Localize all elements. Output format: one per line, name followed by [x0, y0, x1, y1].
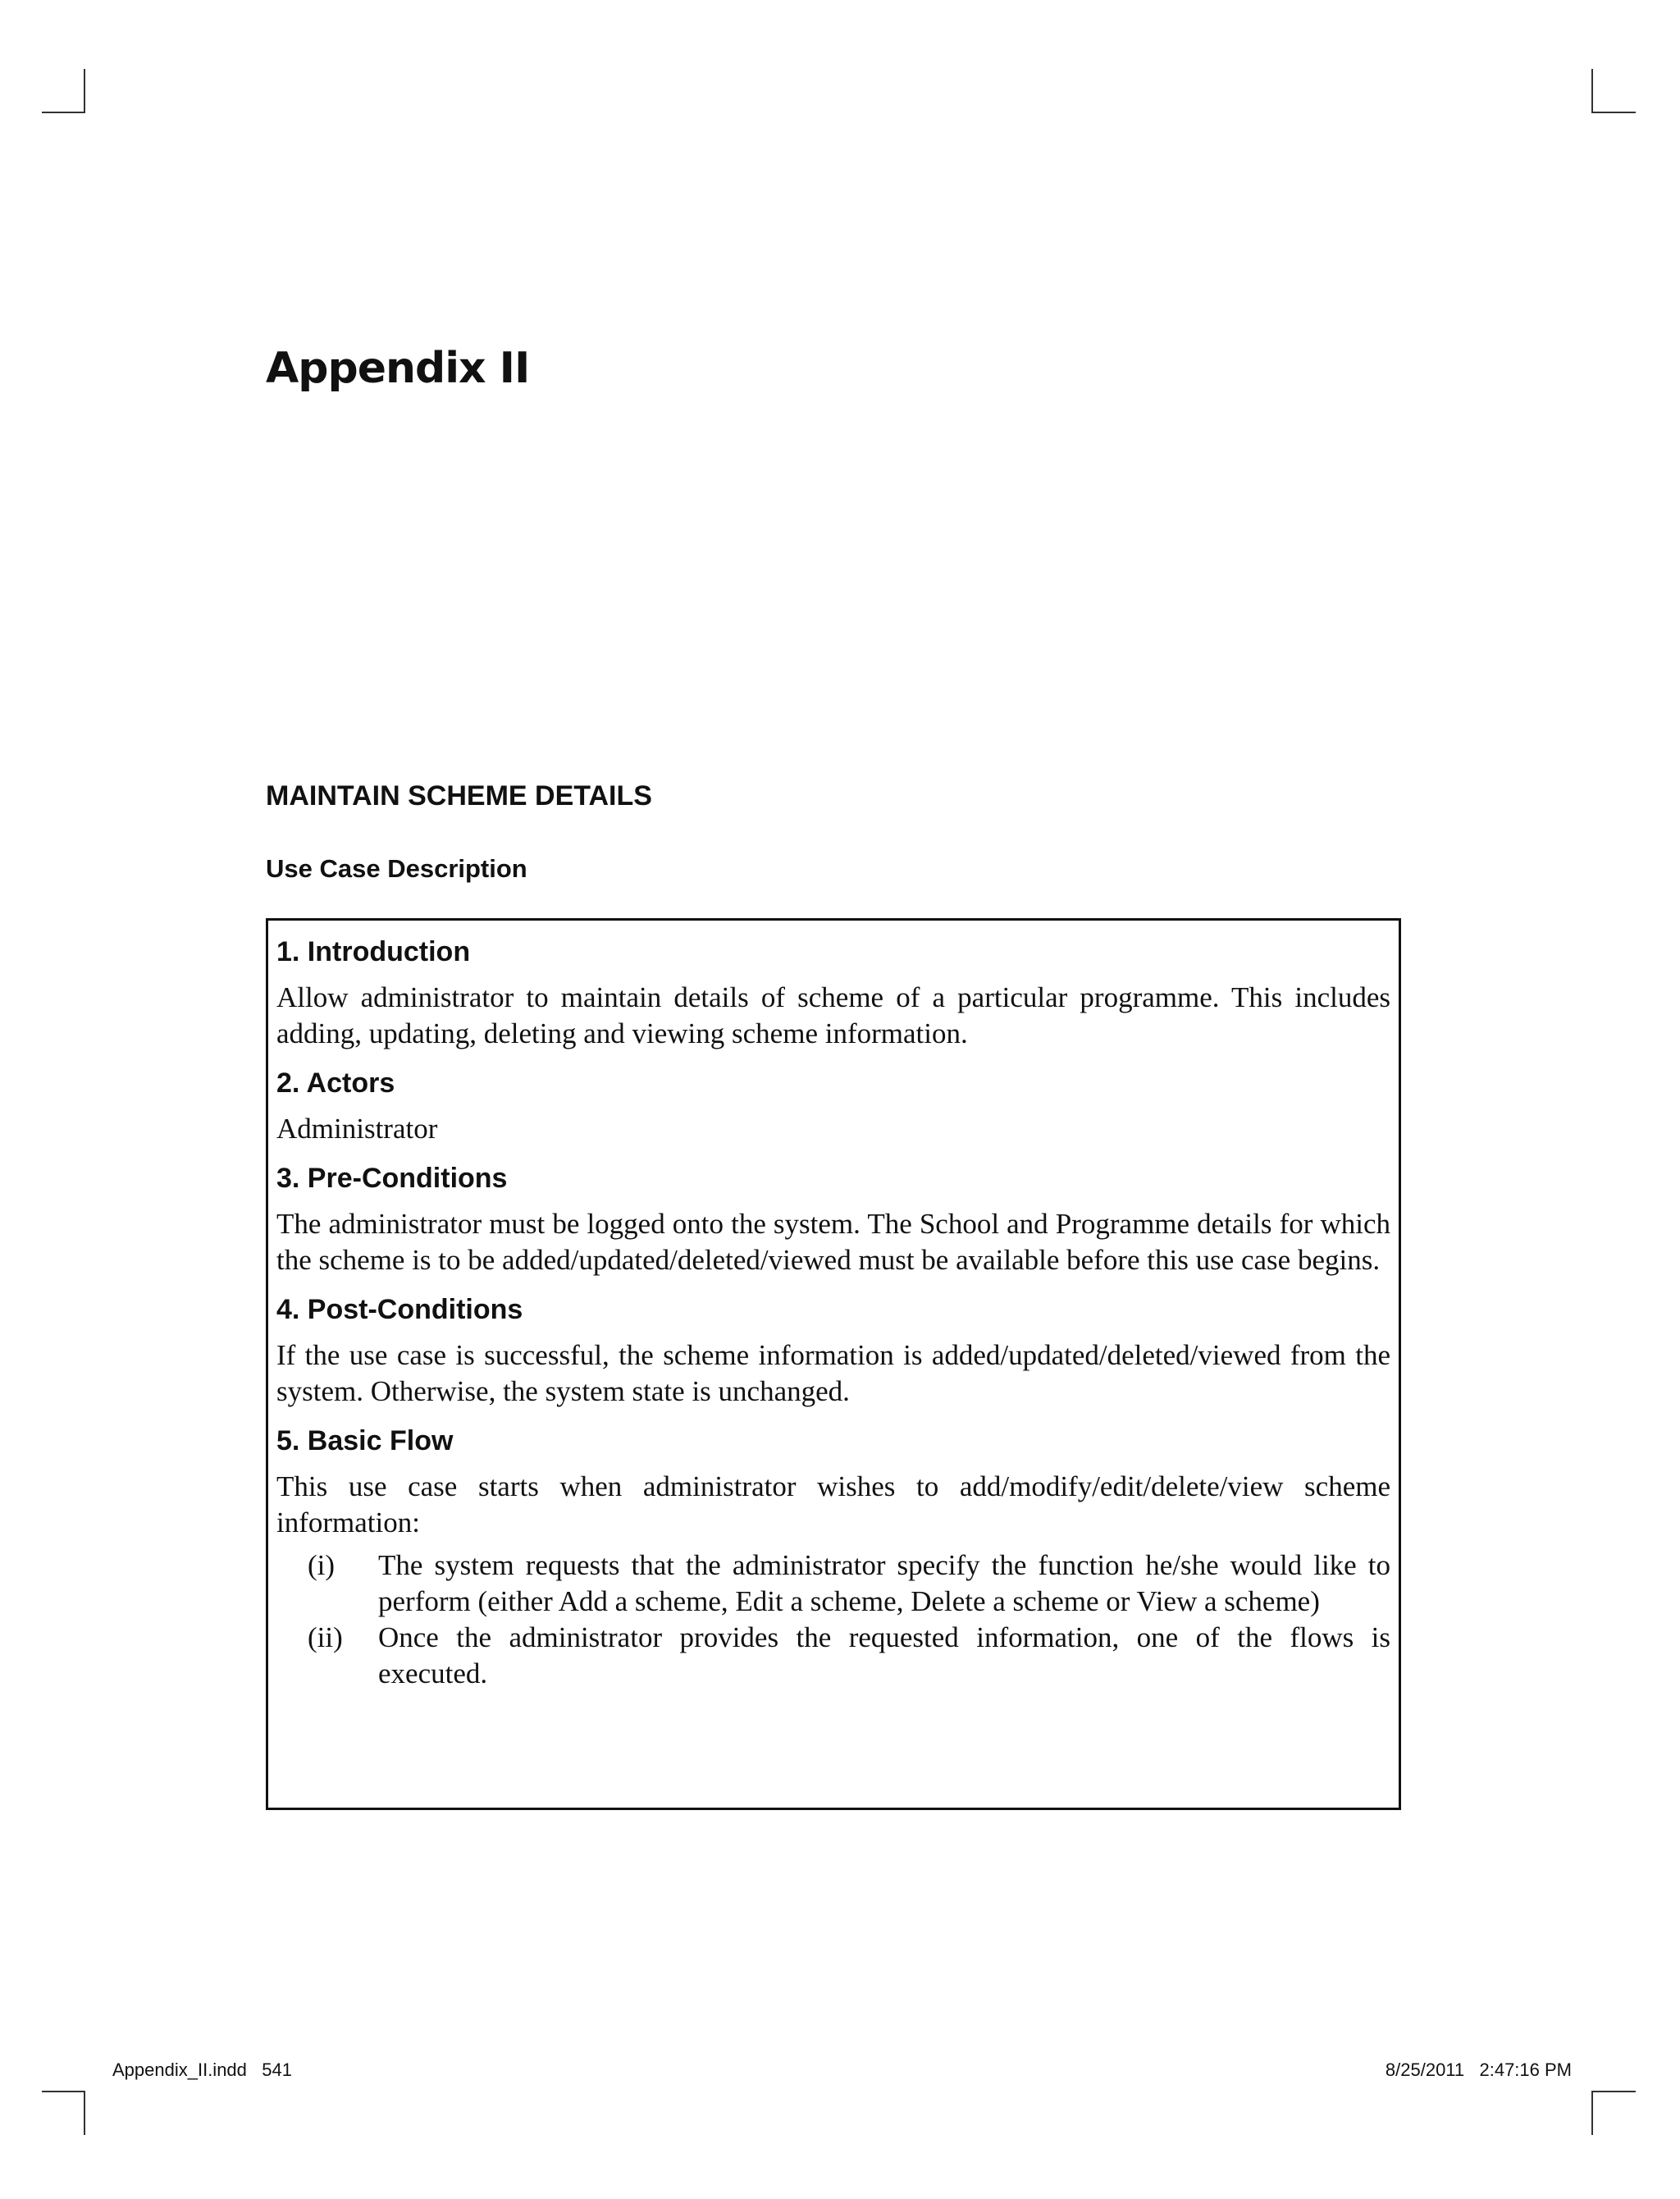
crop-mark-top-right-vertical	[1591, 69, 1593, 112]
basic-flow-list-item	[276, 1620, 1390, 1692]
basic-flow-text: This use case starts when administrator wishes to add/modify/edit/delete/view scheme information:	[276, 1470, 1390, 1538]
actors-text: Administrator	[276, 1113, 438, 1145]
post-conditions-heading: 4. Post-Conditions	[276, 1294, 523, 1325]
crop-mark-top-right-horizontal	[1591, 112, 1636, 113]
crop-mark-bottom-right-vertical	[1591, 2091, 1593, 2135]
file-info-footer: Appendix_II.indd 541	[112, 2060, 292, 2080]
appendix-title: Appendix II	[266, 344, 530, 393]
use-case-description-title: Use Case Description	[266, 854, 527, 883]
list-item-marker: (ii)	[308, 1621, 343, 1653]
list-item-marker: (i)	[308, 1549, 336, 1581]
list-item-text: The system requests that the administrator specify the function he/she would like to perform (either Add a scheme, Edit a scheme, Delete a scheme or View a scheme)	[378, 1549, 1390, 1617]
crop-mark-bottom-left-vertical	[84, 2091, 85, 2135]
crop-mark-bottom-left-horizontal	[42, 2091, 85, 2092]
use-case-description-box	[266, 918, 1401, 1810]
introduction-text: Allow administrator to maintain details of scheme of a particular programme. This includes adding, updating, deleting and viewing scheme information.	[276, 981, 1390, 1049]
crop-mark-top-left-vertical	[84, 69, 85, 112]
crop-mark-top-left-horizontal	[42, 112, 85, 113]
basic-flow-list-item	[276, 1548, 1390, 1620]
timestamp-footer: 8/25/2011 2:47:16 PM	[1385, 2060, 1572, 2080]
crop-mark-bottom-right-horizontal	[1591, 2091, 1636, 2092]
pre-conditions-text: The administrator must be logged onto the system. The School and Programme details for which the scheme is to be added/updated/deleted/viewed must be available before this use case begins.	[276, 1208, 1390, 1276]
introduction-heading: 1. Introduction	[276, 936, 471, 967]
basic-flow-heading: 5. Basic Flow	[276, 1425, 454, 1456]
section-title: MAINTAIN SCHEME DETAILS	[266, 780, 652, 811]
actors-heading: 2. Actors	[276, 1067, 395, 1099]
post-conditions-text: If the use case is successful, the scheme information is added/updated/deleted/viewed from the system. Otherwise, the system state is unchanged.	[276, 1339, 1390, 1407]
pre-conditions-heading: 3. Pre-Conditions	[276, 1163, 508, 1194]
basic-flow-list	[276, 1548, 1390, 1692]
list-item-text: Once the administrator provides the requested information, one of the flows is executed.	[378, 1621, 1390, 1689]
